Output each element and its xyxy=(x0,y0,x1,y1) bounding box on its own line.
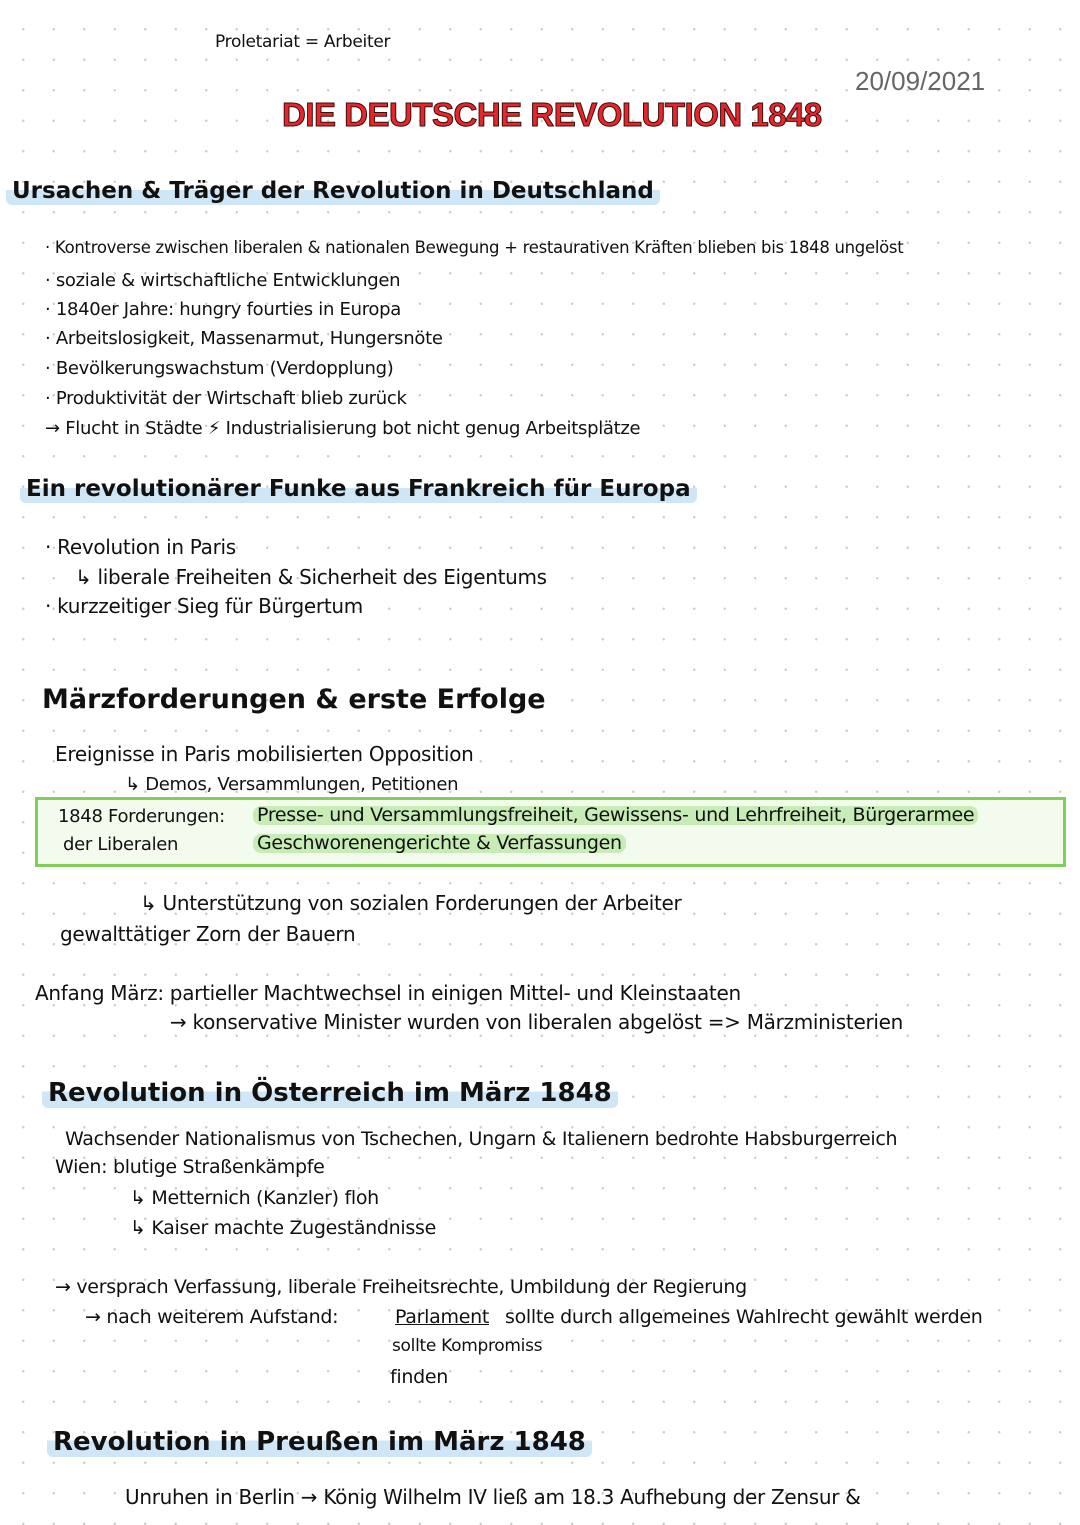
section-heading: Ursachen & Träger der Revolution in Deutschland xyxy=(6,178,660,205)
section-heading: Märzforderungen & erste Erfolge xyxy=(42,684,546,715)
page-title: DIE DEUTSCHE REVOLUTION 1848 xyxy=(282,96,822,133)
text-line: ↳ Metternich (Kanzler) floh xyxy=(130,1187,379,1209)
text-line: finden xyxy=(390,1366,449,1388)
text-line: ↳ liberale Freiheiten & Sicherheit des Eigentums xyxy=(75,565,547,589)
text-line: · Produktivität der Wirtschaft blieb zurück xyxy=(45,388,407,409)
box-label: der Liberalen xyxy=(63,834,179,855)
text-line: gewalttätiger Zorn der Bauern xyxy=(60,922,356,946)
section-heading: Revolution in Österreich im März 1848 xyxy=(42,1078,618,1108)
text-line: · Revolution in Paris xyxy=(45,535,236,559)
text-line: Unruhen in Berlin → König Wilhelm IV ließ am 18.3 Aufhebung der Zensur & xyxy=(125,1485,861,1509)
box-label: 1848 Forderungen: xyxy=(58,806,225,827)
demands-box xyxy=(35,797,1066,867)
text-line: → versprach Verfassung, liberale Freiheitsrechte, Umbildung der Regierung xyxy=(55,1276,747,1298)
text-line: · soziale & wirtschaftliche Entwicklungen xyxy=(45,270,401,291)
text-line: · Kontroverse zwischen liberalen & nationalen Bewegung + restaurativen Kräften blieben bis 1848 ungelöst xyxy=(45,238,904,257)
date: 20/09/2021 xyxy=(855,66,986,96)
demand-line: Geschworenengerichte & Verfassungen xyxy=(253,834,626,853)
text-line: → konservative Minister wurden von liberalen abgelöst => Märzministerien xyxy=(170,1010,904,1034)
text-line: Anfang März: partieller Machtwechsel in einigen Mittel- und Kleinstaaten xyxy=(35,981,741,1005)
text-line: · Bevölkerungswachstum (Verdopplung) xyxy=(45,358,394,379)
text-line: ↳ Unterstützung von sozialen Forderungen der Arbeiter xyxy=(140,891,682,915)
text-line: ↳ Kaiser machte Zugeständnisse xyxy=(130,1217,436,1239)
section-heading: Ein revolutionärer Funke aus Frankreich für Europa xyxy=(20,476,697,503)
text-line: Wien: blutige Straßenkämpfe xyxy=(55,1156,325,1178)
text-line: ↳ Demos, Versammlungen, Petitionen xyxy=(125,774,459,795)
text-line: · 1840er Jahre: hungry fourties in Europa xyxy=(45,299,401,320)
text-line: Ereignisse in Paris mobilisierten Opposition xyxy=(55,742,474,766)
demand-line: Presse- und Versammlungsfreiheit, Gewissens- und Lehrfreiheit, Bürgerarmee xyxy=(253,806,978,825)
text-line: · Arbeitslosigkeit, Massenarmut, Hungersnöte xyxy=(45,328,443,349)
text-line: Wachsender Nationalismus von Tschechen, Ungarn & Italienern bedrohte Habsburgerreich xyxy=(65,1128,898,1150)
top-note: Proletariat = Arbeiter xyxy=(215,32,391,52)
text-line: → Flucht in Städte ⚡ Industrialisierung bot nicht genug Arbeitsplätze xyxy=(45,418,641,439)
text-line: → nach weiterem Aufstand: xyxy=(85,1306,339,1328)
text-line: sollte Kompromiss xyxy=(392,1336,543,1356)
text-line: · kurzzeitiger Sieg für Bürgertum xyxy=(45,594,363,618)
section-heading: Revolution in Preußen im März 1848 xyxy=(47,1427,592,1457)
text-line: sollte durch allgemeines Wahlrecht gewählt werden xyxy=(505,1306,983,1328)
text-line-underlined: Parlament xyxy=(395,1306,489,1328)
